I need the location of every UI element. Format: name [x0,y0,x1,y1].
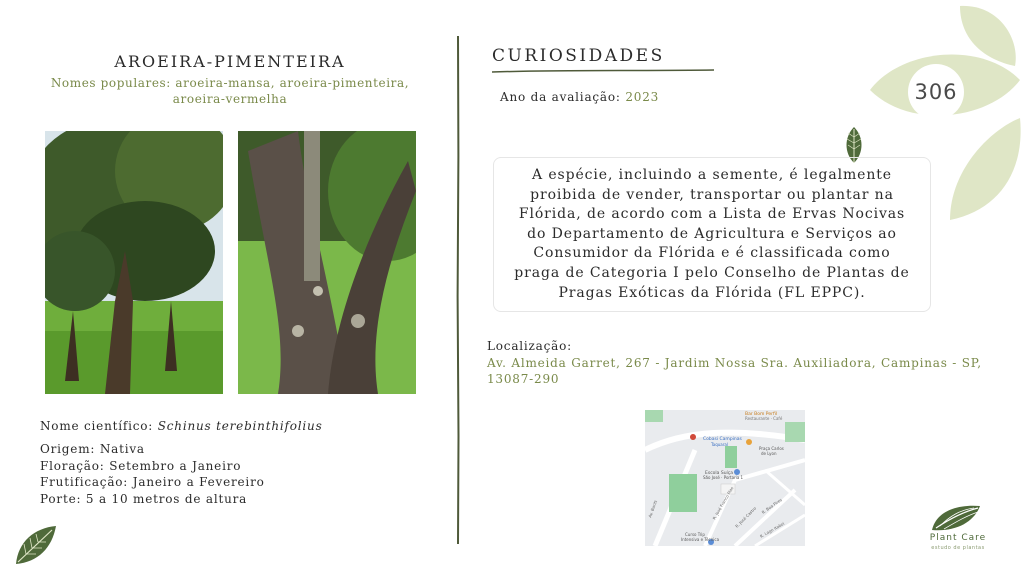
map-label: R. Lago Itaboi [759,520,786,539]
year-value: 2023 [625,90,660,104]
curiosity-line: Flórida, de acordo com a Lista de Ervas Nocivas [518,206,906,223]
brand-subtitle: estudo de plantas [931,545,985,551]
map-label: Intensiva e Técnica [681,537,720,542]
curiosity-line: do Departamento de Agricultura e Serviços ao [527,225,897,242]
curiosity-line: proibida de vender, transportar ou plantar na [530,186,894,203]
location-map[interactable] [645,410,805,546]
map-label: Bar Bom Perfil [745,412,778,417]
popular-names: Nomes populares: aroeira-mansa, aroeira-pimenteira, aroeira-vermelha [50,76,410,106]
origin: Origem: Nativa [40,442,145,456]
map-label: Restaurante · Café [745,416,783,421]
tree-photo-1 [45,131,223,394]
curiosities-title: CURIOSIDADES [492,46,665,66]
map-label: R. José Castro [734,505,758,529]
scientific-name: Nome científico: Schinus terebinthifolius [40,419,323,433]
map-label: de Lyon [761,451,777,456]
title-underline [492,68,714,74]
tree-photo-2 [238,131,416,394]
map-label: São José · Portaria 1 [703,475,744,480]
fruiting: Frutificação: Janeiro a Fevereiro [40,475,265,489]
plant-care-logo-icon [930,502,982,532]
map-label: R. José Franco Pias [711,485,735,521]
evaluation-year: Ano da avaliação: 2023 [500,90,660,104]
map-label: Cobasi Campinas [703,437,742,442]
leaf-icon [12,524,58,568]
map-label: Praça Carlos [759,446,784,451]
map-label: R. Boa Pires [760,497,783,515]
curiosity-line: Pragas Exóticas da Flórida (FL EPPC). [558,284,866,301]
map-label: Escola Suíça [705,471,734,476]
brand-name: Plant Care [929,533,987,543]
curiosity-line: Consumidor da Flórida e é classificada como [533,245,891,262]
map-label: Taquaral [711,442,728,447]
size: Porte: 5 a 10 metros de altura [40,492,248,506]
curiosity-line: A espécie, incluindo a semente, é legalmente [532,167,892,183]
map-label: Av. Baritt [647,499,659,519]
scientific-name-value: Schinus terebinthifolius [157,419,323,433]
location-address: Av. Almeida Garret, 267 - Jardim Nossa Sra. Auxiliadora, Campinas - SP, 13087-290 [487,356,982,386]
vertical-divider [456,36,460,544]
location-label: Localização: [487,339,572,353]
curiosity-box [493,157,931,312]
map-label: Curso Trip [685,532,705,537]
curiosity-line: praga de Categoria I pelo Conselho de Plantas de [514,264,910,281]
flowering: Floração: Setembro a Janeiro [40,459,242,473]
badge-number: 306 [914,80,958,104]
map-pin-icon [690,434,696,440]
plant-title: AROEIRA-PIMENTEIRA [114,52,346,71]
